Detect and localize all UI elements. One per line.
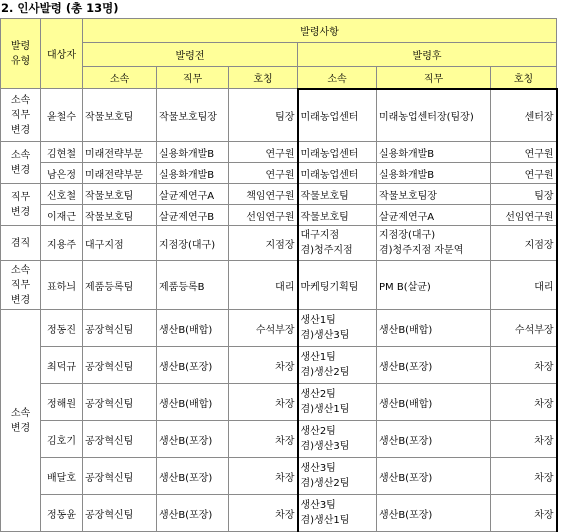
before-duty-cell: 생산B(포장) [157, 347, 229, 384]
after-title-cell: 차장 [491, 384, 557, 421]
after-duty-cell: 미래농업센터장(팀장) [377, 89, 491, 142]
after-dept-cell: 미래농업센터 [298, 89, 377, 142]
before-title-cell: 차장 [229, 384, 298, 421]
before-title-cell: 책임연구원 [229, 184, 298, 205]
before-duty-cell: 살균제연구A [157, 184, 229, 205]
after-dept-cell: 작물보호팀 [298, 205, 377, 226]
after-title-cell: 차장 [491, 347, 557, 384]
after-dept-cell: 미래농업센터 [298, 142, 377, 163]
category-cell: 소속 변경 [1, 310, 41, 532]
after-duty-cell: 지점장(대구) 겸)청주지점 자문역 [377, 226, 491, 261]
after-duty-cell: 생산B(배합) [377, 310, 491, 347]
before-dept-cell: 공장혁신팀 [83, 310, 157, 347]
after-title-cell: 수석부장 [491, 310, 557, 347]
category-cell: 소속 직무 변경 [1, 261, 41, 310]
after-dept-cell: 생산2팀 겸)생산1팀 [298, 384, 377, 421]
after-duty-cell: 생산B(포장) [377, 458, 491, 495]
after-title-cell: 차장 [491, 421, 557, 458]
before-duty-cell: 작물보호팀장 [157, 89, 229, 142]
before-title-cell: 팀장 [229, 89, 298, 142]
before-duty-cell: 생산B(배합) [157, 310, 229, 347]
before-duty-cell: 살균제연구B [157, 205, 229, 226]
before-dept-cell: 공장혁신팀 [83, 384, 157, 421]
before-duty-cell: 지점장(대구) [157, 226, 229, 261]
name-cell: 배달호 [41, 458, 83, 495]
before-duty-cell: 실용화개발B [157, 142, 229, 163]
before-title-cell: 연구원 [229, 142, 298, 163]
after-dept-cell: 작물보호팀 [298, 184, 377, 205]
after-dept-cell: 생산1팀 겸)생산2팀 [298, 347, 377, 384]
after-dept-cell: 생산1팀 겸)생산3팀 [298, 310, 377, 347]
after-dept-cell: 생산3팀 겸)생산2팀 [298, 458, 377, 495]
after-title-cell: 센터장 [491, 89, 557, 142]
before-dept-cell: 공장혁신팀 [83, 421, 157, 458]
personnel-table [0, 18, 558, 532]
before-dept-cell: 대구지점 [83, 226, 157, 261]
after-dept-cell: 생산2팀 겸)생산3팀 [298, 421, 377, 458]
header-after-duty: 직무 [377, 67, 491, 89]
header-before-duty: 직무 [157, 67, 229, 89]
name-cell: 정동윤 [41, 495, 83, 532]
before-dept-cell: 제품등록팀 [83, 261, 157, 310]
after-title-cell: 연구원 [491, 142, 557, 163]
after-duty-cell: 실용화개발B [377, 142, 491, 163]
after-title-cell: 선임연구원 [491, 205, 557, 226]
header-before-title: 호칭 [229, 67, 298, 89]
before-title-cell: 수석부장 [229, 310, 298, 347]
after-duty-cell: PM B(살균) [377, 261, 491, 310]
after-dept-cell: 대구지점 겸)청주지점 [298, 226, 377, 261]
before-dept-cell: 미래전략부문 [83, 163, 157, 184]
header-after-dept: 소속 [298, 67, 377, 89]
before-duty-cell: 제품등록B [157, 261, 229, 310]
category-cell: 소속 직무 변경 [1, 89, 41, 142]
before-title-cell: 차장 [229, 458, 298, 495]
category-cell: 소속 변경 [1, 142, 41, 184]
after-title-cell: 차장 [491, 458, 557, 495]
after-title-cell: 지점장 [491, 226, 557, 261]
after-duty-cell: 실용화개발B [377, 163, 491, 184]
after-title-cell: 연구원 [491, 163, 557, 184]
category-cell: 직무 변경 [1, 184, 41, 226]
before-dept-cell: 작물보호팀 [83, 89, 157, 142]
after-dept-cell: 미래농업센터 [298, 163, 377, 184]
header-before-dept: 소속 [83, 67, 157, 89]
before-duty-cell: 생산B(배합) [157, 384, 229, 421]
header-matters: 발령사항 [83, 19, 557, 43]
before-title-cell: 차장 [229, 347, 298, 384]
before-duty-cell: 생산B(포장) [157, 421, 229, 458]
name-cell: 김현철 [41, 142, 83, 163]
before-dept-cell: 공장혁신팀 [83, 347, 157, 384]
name-cell: 김호기 [41, 421, 83, 458]
section-title: 2. 인사발령 (총 13명) [1, 1, 119, 15]
after-duty-cell: 생산B(포장) [377, 495, 491, 532]
before-dept-cell: 공장혁신팀 [83, 458, 157, 495]
before-title-cell: 연구원 [229, 163, 298, 184]
after-title-cell: 팀장 [491, 184, 557, 205]
after-dept-cell: 생산3팀 겸)생산1팀 [298, 495, 377, 532]
before-dept-cell: 작물보호팀 [83, 184, 157, 205]
header-after-title: 호칭 [491, 67, 557, 89]
header-person: 대상자 [41, 19, 83, 89]
after-duty-cell: 생산B(포장) [377, 347, 491, 384]
name-cell: 신호철 [41, 184, 83, 205]
header-type: 발령 유형 [1, 19, 41, 89]
before-title-cell: 대리 [229, 261, 298, 310]
before-title-cell: 차장 [229, 421, 298, 458]
name-cell: 남은정 [41, 163, 83, 184]
before-title-cell: 지점장 [229, 226, 298, 261]
name-cell: 표하늬 [41, 261, 83, 310]
before-dept-cell: 공장혁신팀 [83, 495, 157, 532]
after-title-cell: 대리 [491, 261, 557, 310]
before-dept-cell: 작물보호팀 [83, 205, 157, 226]
category-cell: 겸직 [1, 226, 41, 261]
name-cell: 최덕규 [41, 347, 83, 384]
before-title-cell: 선임연구원 [229, 205, 298, 226]
after-title-cell: 차장 [491, 495, 557, 532]
name-cell: 정해원 [41, 384, 83, 421]
after-duty-cell: 생산B(배합) [377, 384, 491, 421]
after-duty-cell: 살균제연구A [377, 205, 491, 226]
before-duty-cell: 생산B(포장) [157, 495, 229, 532]
name-cell: 윤철수 [41, 89, 83, 142]
header-after: 발령후 [298, 43, 557, 67]
before-dept-cell: 미래전략부문 [83, 142, 157, 163]
name-cell: 지용주 [41, 226, 83, 261]
after-duty-cell: 생산B(포장) [377, 421, 491, 458]
before-title-cell: 차장 [229, 495, 298, 532]
before-duty-cell: 생산B(포장) [157, 458, 229, 495]
name-cell: 정동진 [41, 310, 83, 347]
name-cell: 이재근 [41, 205, 83, 226]
after-dept-cell: 마케팅기획팀 [298, 261, 377, 310]
after-duty-cell: 작물보호팀장 [377, 184, 491, 205]
before-duty-cell: 실용화개발B [157, 163, 229, 184]
header-before: 발령전 [83, 43, 298, 67]
